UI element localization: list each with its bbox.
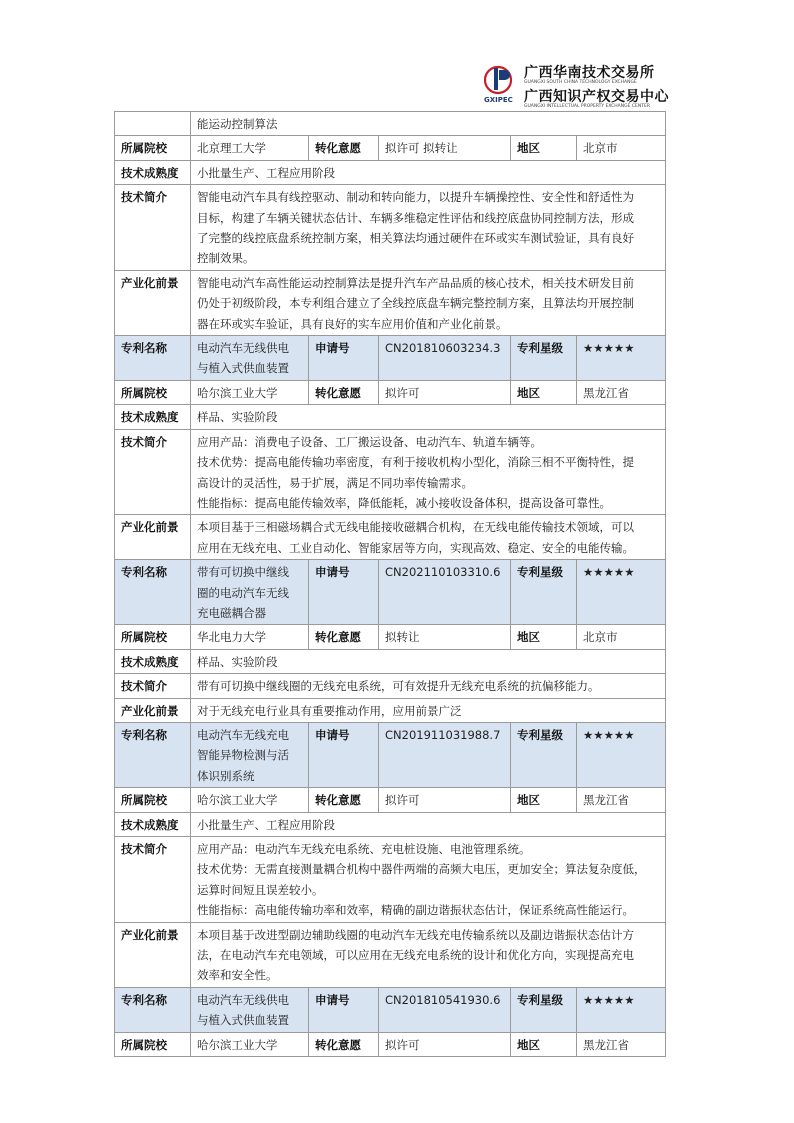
intent-value: 拟转让 — [379, 625, 511, 649]
patent-name-tail: 能运动控制算法 — [191, 112, 666, 136]
table-row — [115, 812, 666, 836]
table-row — [115, 1032, 666, 1056]
region-value: 北京市 — [577, 136, 666, 160]
table-row — [115, 649, 666, 673]
text-line: 应用产品：电动汽车无线充电系统、充电桩设施、电池管理系统。 — [197, 842, 531, 856]
star-rating: ★★★★★ — [577, 336, 666, 381]
school-value: 华北电力大学 — [191, 625, 309, 649]
patent-header-row — [115, 722, 666, 787]
table-row — [115, 788, 666, 812]
prospect-label: 产业化前景 — [115, 922, 191, 987]
school-label: 所属院校 — [115, 788, 191, 812]
text-line: 目标，构建了车辆关键状态估计、车辆多维稳定性评估和线控底盘协同控制方法，形成 — [197, 210, 634, 225]
text-line: 电动汽车无线供电 — [197, 341, 289, 356]
patent-header-row — [115, 987, 666, 1032]
region-label: 地区 — [511, 136, 577, 160]
prospect-value — [191, 515, 666, 560]
app-no-value: CN202110103310.6 — [379, 560, 511, 625]
table-row — [115, 922, 666, 987]
table-row — [115, 837, 666, 923]
patent-name-label: 专利名称 — [115, 560, 191, 625]
star-label: 专利星级 — [511, 987, 577, 1032]
star-label: 专利星级 — [511, 336, 577, 381]
table-row — [115, 136, 666, 160]
text-line: 控制效果。 — [197, 251, 255, 266]
prospect-value — [191, 922, 666, 987]
prospect-value: 对于无线充电行业具有重要推动作用，应用前景广泛 — [191, 698, 666, 722]
region-value: 黑龙江省 — [577, 380, 666, 404]
text-line: 电动汽车无线充电 — [197, 727, 289, 742]
patent-table — [114, 111, 666, 1057]
org-name: 广西华南技术交易所 — [524, 65, 655, 81]
table-row — [115, 429, 666, 515]
text-line: 运算时间短且误差较小。 — [197, 882, 324, 897]
region-label: 地区 — [511, 625, 577, 649]
app-no-value: CN201911031988.7 — [379, 722, 511, 787]
intro-value — [191, 185, 666, 271]
text-line: 性能指标：高电能传输功率和效率，精确的副边谐振状态估计，保证系统高性能运行。 — [197, 903, 634, 918]
maturity-label: 技术成熟度 — [115, 405, 191, 429]
region-value: 黑龙江省 — [577, 788, 666, 812]
header-logo — [484, 62, 674, 109]
table-row — [115, 112, 666, 136]
maturity-label: 技术成熟度 — [115, 649, 191, 673]
text-line: 仍处于初级阶段，本专利组合建立了全线控底盘车辆完整控制方案，且算法均开展控制 — [197, 296, 634, 311]
star-rating: ★★★★★ — [577, 987, 666, 1032]
intro-label: 技术简介 — [115, 185, 191, 271]
patent-name-label: 专利名称 — [115, 336, 191, 381]
school-label: 所属院校 — [115, 380, 191, 404]
text-line: 与植入式供血装置 — [197, 1013, 289, 1028]
intro-value — [191, 837, 666, 923]
patent-name-value — [191, 987, 309, 1032]
text-line: 智能异物检测与活 — [197, 748, 289, 763]
logo-abbr: GXIPEC — [484, 96, 513, 104]
app-no-label: 申请号 — [309, 560, 379, 625]
intent-label: 转化意愿 — [309, 788, 379, 812]
star-label: 专利星级 — [511, 722, 577, 787]
region-value: 黑龙江省 — [577, 1032, 666, 1056]
school-value: 哈尔滨工业大学 — [191, 788, 309, 812]
school-value: 哈尔滨工业大学 — [191, 380, 309, 404]
patent-name-value — [191, 560, 309, 625]
center-name: 广西知识产权交易中心 — [524, 89, 669, 105]
maturity-value: 小批量生产、工程应用阶段 — [191, 160, 666, 184]
app-no-label: 申请号 — [309, 336, 379, 381]
school-value: 北京理工大学 — [191, 136, 309, 160]
text-line: 技术优势：无需直接测量耦合机构中器件两端的高频大电压，更加安全；算法复杂度低， — [197, 862, 646, 877]
intro-label: 技术简介 — [115, 429, 191, 515]
text-line: 了完整的线控底盘系统控制方案，相关算法均通过硬件在环或实车测试验证，具有良好 — [197, 231, 634, 246]
text-line: 法，在电动汽车充电领域，可以应用在无线充电系统的设计和优化方向，实现提高充电 — [197, 948, 634, 963]
patent-name-label: 专利名称 — [115, 987, 191, 1032]
text-line: 圈的电动汽车无线 — [197, 585, 289, 600]
intent-value: 拟许可 — [379, 788, 511, 812]
table-row — [115, 185, 666, 271]
table-row — [115, 160, 666, 184]
table-row — [115, 270, 666, 335]
app-no-label: 申请号 — [309, 987, 379, 1032]
prospect-value — [191, 270, 666, 335]
maturity-label: 技术成熟度 — [115, 812, 191, 836]
app-no-value: CN201810541930.6 — [379, 987, 511, 1032]
region-label: 地区 — [511, 1032, 577, 1056]
table-row — [115, 405, 666, 429]
table-row — [115, 380, 666, 404]
school-label: 所属院校 — [115, 625, 191, 649]
intent-label: 转化意愿 — [309, 625, 379, 649]
text-line: 本项目基于改进型副边辅助线圈的电动汽车无线充电传输系统以及副边谐振状态估计方 — [197, 927, 634, 942]
maturity-label: 技术成熟度 — [115, 160, 191, 184]
text-line: 器在环或实车验证，具有良好的实车应用价值和产业化前景。 — [197, 316, 508, 331]
patent-name-label: 专利名称 — [115, 722, 191, 787]
table-row — [115, 674, 666, 698]
intent-label: 转化意愿 — [309, 1032, 379, 1056]
text-line: 高设计的灵活性，易于扩展，满足不同功率传输需求。 — [197, 475, 473, 490]
text-line: 与植入式供血装置 — [197, 361, 289, 376]
text-line: 应用产品：消费电子设备、工厂搬运设备、电动汽车、轨道车辆等。 — [197, 434, 542, 449]
table-row — [115, 625, 666, 649]
patent-header-row — [115, 560, 666, 625]
prospect-label: 产业化前景 — [115, 270, 191, 335]
intent-value: 拟许可 — [379, 1032, 511, 1056]
region-value: 北京市 — [577, 625, 666, 649]
table-row — [115, 698, 666, 722]
text-line: 本项目基于三相磁场耦合式无线电能接收磁耦合机构，在无线电能传输技术领域，可以 — [197, 520, 634, 535]
star-rating: ★★★★★ — [577, 722, 666, 787]
text-line: 体识别系统 — [197, 768, 255, 783]
prospect-label: 产业化前景 — [115, 515, 191, 560]
intro-value — [191, 429, 666, 515]
patent-header-row — [115, 336, 666, 381]
intent-label: 转化意愿 — [309, 380, 379, 404]
text-line: 充电磁耦合器 — [197, 605, 266, 620]
maturity-value: 小批量生产、工程应用阶段 — [191, 812, 666, 836]
intent-value: 拟许可 — [379, 380, 511, 404]
intro-label: 技术简介 — [115, 674, 191, 698]
school-value: 哈尔滨工业大学 — [191, 1032, 309, 1056]
app-no-value: CN201810603234.3 — [379, 336, 511, 381]
patent-name-value — [191, 336, 309, 381]
text-line: 应用在无线充电、工业自动化、智能家居等方向，实现高效、稳定、安全的电能传输。 — [197, 540, 634, 555]
app-no-label: 申请号 — [309, 722, 379, 787]
maturity-value: 样品、实验阶段 — [191, 649, 666, 673]
region-label: 地区 — [511, 380, 577, 404]
maturity-value: 样品、实验阶段 — [191, 405, 666, 429]
text-line: 电动汽车无线供电 — [197, 992, 289, 1007]
center-name-en: GUANGXI INTELLECTUAL PROPERTY EXCHANGE CENTER — [524, 104, 650, 109]
org-name-en: GUANGXI SOUTH CHINA TECHNOLOGY EXCHANGE — [524, 80, 637, 85]
star-rating: ★★★★★ — [577, 560, 666, 625]
text-line: 带有可切换中继线 — [197, 565, 289, 580]
text-line: 效率和安全性。 — [197, 968, 278, 983]
intro-label: 技术简介 — [115, 837, 191, 923]
text-line: 技术优势：提高电能传输功率密度，有利于接收机构小型化，消除三相不平衡特性，提 — [197, 455, 634, 470]
intent-label: 转化意愿 — [309, 136, 379, 160]
intro-value: 带有可切换中继线圈的无线充电系统，可有效提升无线充电系统的抗偏移能力。 — [191, 674, 666, 698]
school-label: 所属院校 — [115, 136, 191, 160]
patent-name-value — [191, 722, 309, 787]
region-label: 地区 — [511, 788, 577, 812]
text-line: 性能指标：提高电能传输效率，降低能耗，减小接收设备体积，提高设备可靠性。 — [197, 495, 611, 510]
table-row — [115, 515, 666, 560]
text-line: 智能电动汽车高性能运动控制算法是提升汽车产品品质的核心技术，相关技术研发目前 — [197, 275, 634, 290]
intent-value: 拟许可 拟转让 — [379, 136, 511, 160]
prospect-label: 产业化前景 — [115, 698, 191, 722]
star-label: 专利星级 — [511, 560, 577, 625]
school-label: 所属院校 — [115, 1032, 191, 1056]
text-line: 智能电动汽车具有线控驱动、制动和转向能力，以提升车辆操控性、安全性和舒适性为 — [197, 190, 634, 205]
